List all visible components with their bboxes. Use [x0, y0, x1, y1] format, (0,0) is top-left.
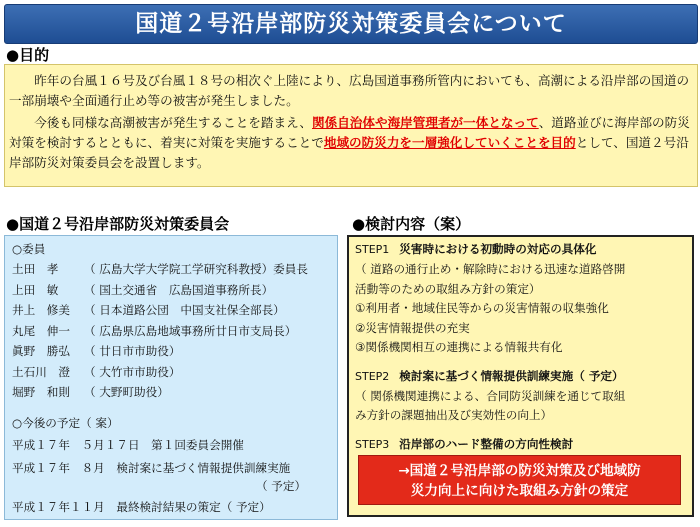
member-row [12, 321, 337, 342]
purpose-text-c: として、国道２号沿岸部防災対策委員会を設置します。 [9, 135, 689, 170]
schedule-item-2-note: （ 予定） [256, 478, 307, 493]
step1-title-text: 災害時における初動時の対応の具体化 [399, 242, 597, 256]
member-role: （ 広島大学大学院工学研究科教授）委員長 [84, 262, 308, 276]
committee-box [4, 235, 338, 520]
purpose-text-b: 、道路並びに海岸部の防災対策を検討するとともに、着実に対策を実施することで [9, 115, 690, 150]
step1-line: （ 道路の通行止め・解除時における迅速な道路啓開 [355, 262, 626, 276]
step2-line: （ 関係機関連携による、合同防災訓練を通じて取組 [355, 388, 626, 403]
member-role: （ 広島県広島地域事務所廿日市支局長） [84, 323, 297, 338]
member-name: 井上 修美 [12, 303, 70, 317]
purpose-highlight-1: 関係自治体や海岸管理者が一体となって [312, 115, 539, 130]
member-role: （ 大野町助役） [84, 385, 169, 399]
member-role: （ 国土交通省 広島国道事務所長） [84, 282, 274, 297]
member-role: （ 廿日市市助役） [84, 344, 181, 358]
step2-label: STEP2 [355, 369, 390, 383]
member-name: 土田 孝 [12, 262, 59, 276]
purpose-highlight-2: 地域の防災力を一層強化していくことを目的 [323, 135, 576, 150]
member-name: 眞野 勝弘 [12, 344, 70, 358]
step3-label: STEP3 [355, 437, 390, 451]
member-name: 丸尾 伸一 [12, 323, 70, 338]
step1-line: ③関係機関相互の連携による情報共有化 [355, 340, 563, 354]
purpose-paragraph-2 [9, 113, 693, 173]
member-role: （ 日本道路公団 中国支社保全部長） [84, 303, 285, 317]
member-name: 土石川 澄 [12, 364, 70, 379]
step2-title-text: 検討案に基づく情報提供訓練実施（ 予定） [399, 368, 624, 383]
schedule-item-1: 平成１７年 ５月１７日 第１回委員会開催 [12, 437, 244, 452]
member-role: （ 大竹市市助役） [84, 364, 181, 379]
purpose-text-a: 今後も同様な高潮被害が発生することを踏まえ、 [34, 115, 313, 130]
member-row [12, 259, 337, 280]
schedule-item-2: 平成１７年 ８月 検討案に基づく情報提供訓練実施 [12, 460, 291, 475]
review-heading: ●検討内容（案） [352, 215, 471, 233]
member-row [12, 341, 337, 362]
conclusion-banner [358, 455, 681, 505]
step3-title [355, 434, 692, 455]
conclusion-line-2: 災力向上に向けた取組み方針の策定 [410, 483, 629, 499]
step1-line: ①利用者・地域住民等からの災害情報の収集強化 [355, 301, 609, 315]
member-row [12, 280, 337, 301]
step2-title [355, 366, 692, 387]
step1-line: ②災害情報提供の充実 [355, 320, 470, 335]
members-label: ○委員 [12, 242, 46, 256]
step1-title [355, 239, 692, 260]
review-box [347, 235, 694, 517]
member-row [12, 300, 337, 321]
member-row [12, 382, 337, 403]
step1-label: STEP1 [355, 243, 390, 256]
step2-line: み方針の課題抽出及び実効性の向上） [355, 408, 553, 422]
member-row [12, 362, 337, 383]
schedule-item-3: 平成１７年１１月 最終検討結果の策定（ 予定） [12, 499, 271, 514]
member-list [12, 259, 337, 403]
purpose-heading: ●目的 [6, 46, 50, 64]
committee-heading: ●国道２号沿岸部防災対策委員会 [6, 215, 230, 233]
schedule-label: ○今後の予定（ 案） [12, 415, 119, 430]
member-name: 堀野 和則 [12, 385, 70, 399]
page-title: 国道２号沿岸部防災対策委員会について [4, 4, 698, 44]
member-name: 上田 敏 [12, 282, 59, 297]
step3-title-text: 沿岸部のハード整備の方向性検討 [399, 436, 574, 451]
conclusion-line-1: →国道２号沿岸部の防災対策及び地域防 [398, 463, 641, 479]
purpose-box [4, 64, 698, 187]
step1-line: 活動等のための取組み方針の策定） [355, 281, 541, 296]
purpose-paragraph-1: 昨年の台風１６号及び台風１８号の相次ぐ上陸により、広島国道事務所管内においても、高潮による沿岸部の国道の一部崩壊や全面通行止め等の被害が発生しました。 [9, 73, 690, 108]
